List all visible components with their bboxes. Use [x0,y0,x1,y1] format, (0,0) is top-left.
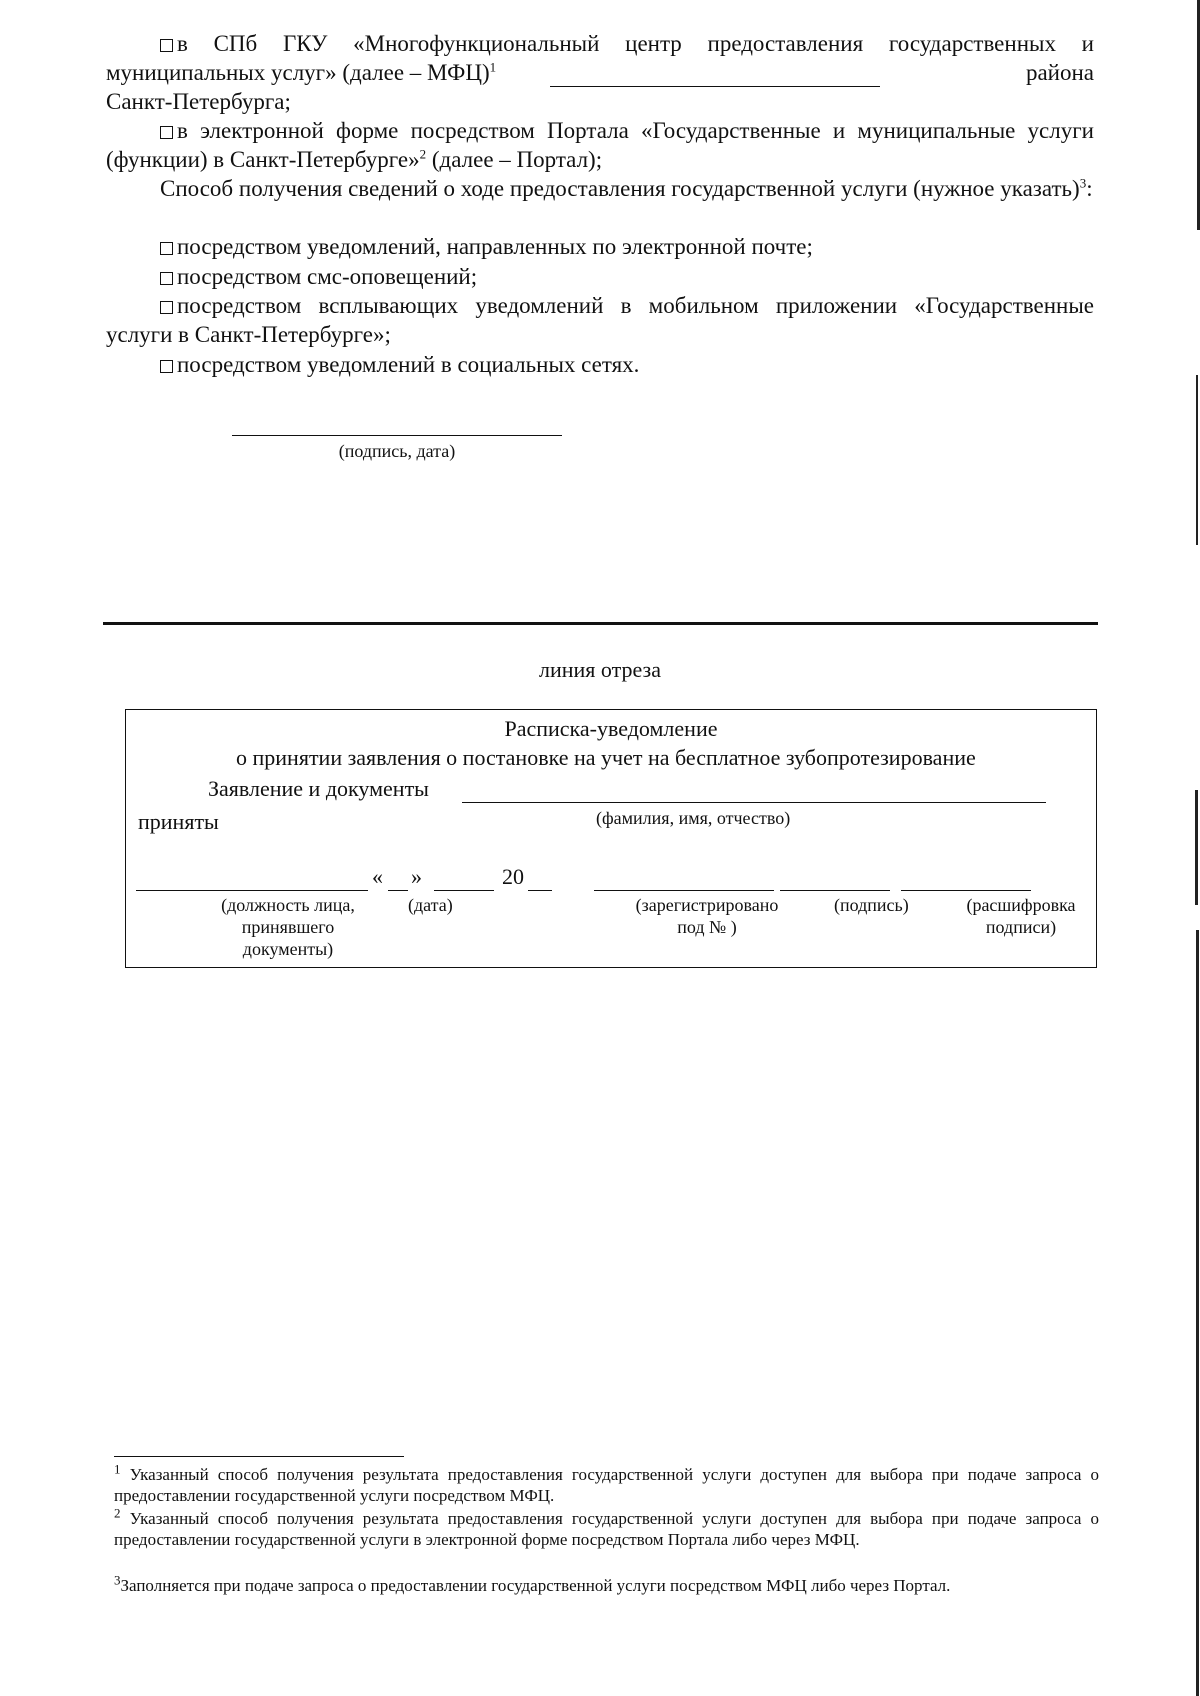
scan-edge-mark [1195,790,1198,905]
cut-line-label: линия отреза [539,657,661,682]
checkbox-email[interactable] [160,242,173,255]
checkbox-app[interactable] [160,301,173,314]
quote-close: » [411,864,422,889]
year-prefix: 20 [502,864,524,889]
info-option-sms-text: посредством смс-оповещений; [177,264,478,289]
signature-line[interactable] [232,435,562,436]
footnote-3-mark: 3 [114,1572,121,1588]
footnote-ref-2: 2 [419,146,427,162]
receipt-subtitle: о принятии заявления о постановке на учет на бесплатное зубопротезирование [236,745,976,770]
caption-reg: (зарегистрировано под № ) [635,895,779,937]
info-option-social-text: посредством уведомлений в социальных сетях. [177,352,640,377]
footnote-ref-3: 3 [1079,175,1087,191]
checkbox-portal[interactable] [160,126,173,139]
checkbox-sms[interactable] [160,272,173,285]
caption-position: (должность лица, принявшего документы) [221,895,355,959]
info-method-heading-colon: : [1086,176,1093,201]
info-option-app-text: посредством всплывающих уведомлений в мобильном приложении «Государственные услуги в Санкт-Петербурге»; [106,293,1094,347]
footnote-2-text: Указанный способ получения результата предоставления государственной услуги доступен для выбора при подаче запроса о предоставлении государственной услуги в электронной форме посредством Портала либо через МФЦ. [114,1509,1100,1549]
info-method-heading [106,174,1094,203]
fio-line[interactable] [462,802,1046,803]
sign-line[interactable] [780,890,890,891]
footnote-separator [114,1456,404,1457]
scan-edge-mark [1196,930,1199,1696]
accepted-label: приняты [138,809,219,834]
caption-decode: (расшифровка подписи) [966,895,1076,937]
option-mfc-line2: Санкт-Петербурга; [106,89,291,114]
cut-line [103,622,1098,625]
quote-open: « [372,864,383,889]
caption-sign: (подпись) [834,895,909,915]
info-option-sms [106,262,1094,291]
checkbox-social[interactable] [160,360,173,373]
option-mfc-suffix: района [1025,60,1094,85]
fio-caption: (фамилия, имя, отчество) [596,808,791,828]
info-option-email-text: посредством уведомлений, направленных по электронной почте; [177,234,813,259]
footnote-1-text: Указанный способ получения результата предоставления государственной услуги доступен для выбора при подаче запроса о предоставлении государственной услуги посредством МФЦ. [114,1465,1100,1505]
position-line[interactable] [136,890,368,891]
footnote-ref-1: 1 [489,59,497,75]
option-portal-text: в электронной форме посредством Портала «Государственные и муниципальные услуги (функции) в Санкт-Петербурге» [106,118,1094,172]
info-option-email [106,232,1094,261]
info-method-heading-text: Способ получения сведений о ходе предоставления государственной услуги (нужное указать) [160,176,1080,201]
footnote-1 [114,1461,1100,1506]
option-portal [106,116,1094,174]
receipt-box [125,709,1097,968]
docs-label: Заявление и документы [208,776,429,801]
info-option-social [106,350,1094,379]
year-line[interactable] [528,890,552,891]
signature-caption: (подпись, дата) [338,441,456,461]
option-mfc [106,29,1094,116]
option-mfc-text: в СПб ГКУ «Многофункциональный центр предоставления государственных и муниципальных услуг» (далее – МФЦ) [106,31,1094,85]
info-option-app [106,291,1094,349]
reg-number-line[interactable] [594,890,774,891]
month-line[interactable] [434,890,494,891]
footnote-3 [114,1572,1099,1596]
caption-date: (дата) [408,895,453,915]
footnote-3-text: Заполняется при подаче запроса о предоставлении государственной услуги посредством МФЦ либо через Портал. [120,1576,951,1595]
checkbox-mfc[interactable] [160,39,173,52]
district-blank[interactable] [550,86,880,87]
day-line[interactable] [388,890,408,891]
decode-line[interactable] [901,890,1031,891]
footnote-1-mark: 1 [114,1461,121,1477]
footnote-2-mark: 2 [114,1505,121,1521]
scan-edge-mark [1196,375,1198,545]
receipt-title: Расписка-уведомление [504,716,718,741]
footnote-2 [114,1505,1100,1550]
option-portal-suffix: (далее – Портал); [426,147,603,172]
